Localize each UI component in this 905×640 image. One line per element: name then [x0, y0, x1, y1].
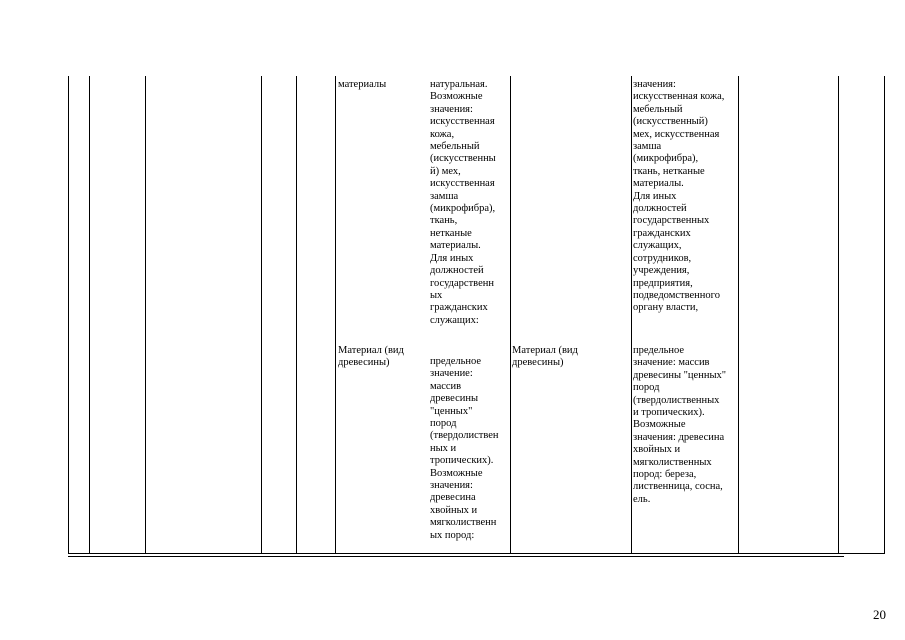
cell-line: ых — [430, 289, 443, 301]
row2-col8-text — [633, 345, 726, 506]
cell-line: мягколиственных — [633, 456, 712, 468]
cell-line: древесина — [430, 492, 476, 504]
cell-line: мебельный — [633, 103, 683, 115]
cell-line: (искусственны — [430, 153, 496, 165]
cell-line: Для иных — [633, 190, 677, 202]
cell-line: й) мех, — [430, 165, 461, 177]
cell-line: Возможные — [430, 91, 483, 103]
cell-line: ых пород: — [430, 529, 475, 541]
cell-line: натуральная. — [430, 79, 488, 90]
cell-line: значение: — [430, 368, 473, 380]
cell-line: Для иных — [430, 252, 474, 264]
col-border-1 — [89, 76, 90, 553]
cell-line: (твердолиствен — [430, 430, 499, 442]
cell-line: гражданских — [633, 227, 691, 239]
cell-line: ель. — [633, 493, 651, 505]
cell-line: нетканые — [430, 227, 472, 239]
cell-line: пород — [633, 382, 660, 394]
cell-line: Материал (вид — [512, 345, 578, 356]
col-border-7 — [631, 76, 632, 553]
cell-line: (искусственный) — [633, 116, 708, 128]
cell-line: древесины) — [512, 357, 564, 369]
cell-line: гражданских — [430, 302, 488, 314]
cell-line: искусственная кожа, — [633, 91, 725, 103]
cell-line: ткань, нетканые — [633, 165, 705, 177]
cell-line: материалы. — [633, 178, 684, 190]
cell-line: значения: — [430, 103, 473, 115]
cell-line: предприятия, — [633, 277, 693, 289]
cell-line: предельное — [430, 356, 482, 367]
cell-line: подведомственного — [633, 289, 720, 301]
cell-line: мех, искусственная — [633, 128, 720, 140]
cell-line: замша — [633, 141, 662, 153]
cell-line: "ценных" — [430, 405, 473, 417]
row1-col5-text — [338, 79, 386, 91]
row2-col6-text — [430, 356, 499, 542]
col-border-4 — [296, 76, 297, 553]
page-number: 20 — [873, 607, 886, 622]
col-border-6 — [510, 76, 511, 553]
cell-line: замша — [430, 190, 459, 202]
cell-line: (микрофибра), — [430, 203, 496, 215]
col-border-0 — [68, 76, 69, 553]
table-bottom-border — [68, 553, 885, 554]
cell-line: предельное — [633, 345, 685, 356]
col-border-10 — [884, 76, 885, 553]
cell-line: и тропических). — [633, 407, 705, 419]
cell-line: тропических). — [430, 455, 494, 467]
row2-col5-text — [338, 345, 404, 370]
cell-line: пород — [430, 418, 457, 430]
cell-line: Возможные — [430, 467, 483, 479]
cell-line: ных и — [430, 442, 457, 454]
cell-line: должностей — [430, 265, 484, 277]
footnote-separator — [68, 556, 844, 557]
cell-line: значения: — [430, 480, 473, 492]
cell-line: мебельный — [430, 141, 480, 153]
cell-line: учреждения, — [633, 265, 690, 277]
cell-line: сотрудников, — [633, 252, 692, 264]
cell-line: Материал (вид — [338, 345, 404, 356]
cell-line: ткань, — [430, 215, 458, 227]
cell-line: искусственная — [430, 178, 495, 190]
cell-line: значение: массив — [633, 357, 710, 369]
cell-line: значения: — [633, 79, 676, 90]
cell-line: древесины — [430, 393, 479, 405]
cell-line: древесины) — [338, 357, 390, 369]
cell-line: древесины "ценных" — [633, 369, 727, 381]
cell-line: материалы. — [430, 240, 481, 252]
col-border-2 — [145, 76, 146, 553]
row1-col8-text — [633, 79, 724, 315]
row2-col7-text — [512, 345, 578, 370]
cell-line: хвойных и — [430, 504, 478, 516]
cell-line: искусственная — [430, 116, 495, 128]
cell-line: мягколиственн — [430, 517, 497, 529]
cell-line: хвойных и — [633, 444, 681, 456]
row1-col6-text — [430, 79, 496, 327]
cell-line: (твердолиственных — [633, 394, 720, 406]
cell-line: лиственница, сосна, — [633, 481, 723, 493]
col-border-5 — [335, 76, 336, 553]
cell-line: (микрофибра), — [633, 153, 699, 165]
cell-line: пород: береза, — [633, 469, 697, 481]
col-border-8 — [738, 76, 739, 553]
cell-line: значения: древесина — [633, 431, 725, 443]
col-border-3 — [261, 76, 262, 553]
cell-line: массив — [430, 380, 462, 392]
cell-line: органу власти, — [633, 302, 699, 314]
cell-line: служащих: — [430, 314, 479, 326]
col-border-9 — [838, 76, 839, 553]
cell-line: должностей — [633, 203, 687, 215]
cell-line: служащих, — [633, 240, 682, 252]
cell-line: государственных — [633, 215, 710, 227]
cell-line: Возможные — [633, 419, 686, 431]
cell-line: материалы — [338, 79, 387, 90]
cell-line: государственн — [430, 277, 494, 289]
cell-line: кожа, — [430, 128, 455, 140]
